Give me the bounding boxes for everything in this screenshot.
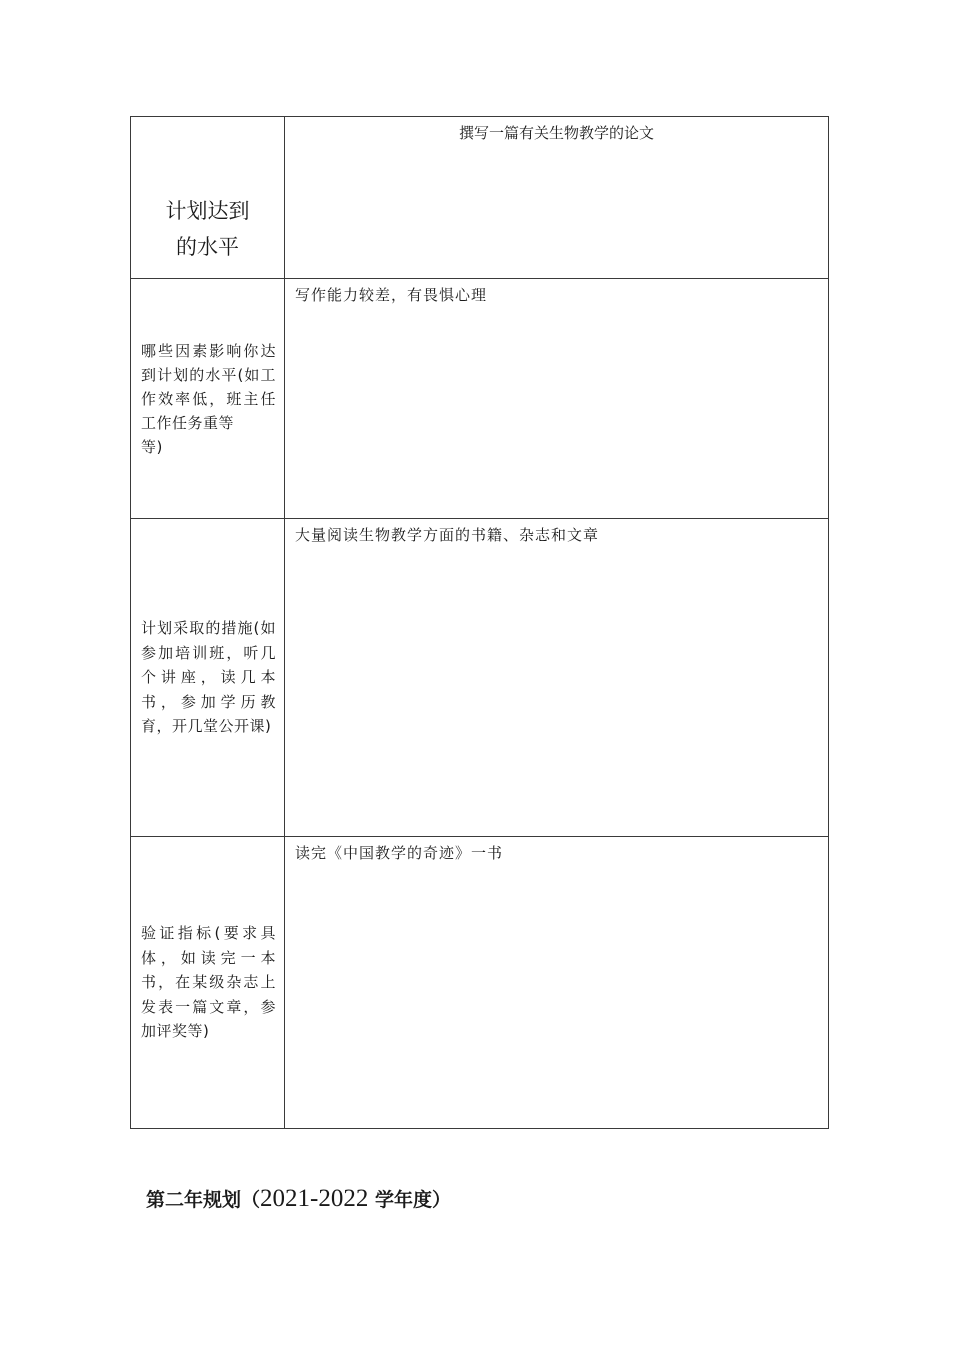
label-line-2: 的水平 <box>176 234 239 259</box>
table-row <box>131 117 829 279</box>
label-text: 计划采取的措施(如参加培训班，听几个讲座，读几本书，参加学历教育，开几堂公开课) <box>141 619 276 736</box>
section-heading-prefix: 第二年规划（ <box>146 1189 261 1211</box>
label-text: 哪些因素影响你达到计划的水平(如工作效率低，班主任工作任务重等 <box>141 341 276 432</box>
table-row <box>131 519 829 837</box>
row-content-target-level <box>285 117 829 279</box>
plan-table <box>130 116 829 1129</box>
row-content-verification <box>285 837 829 1129</box>
label-line-1: 计划达到 <box>165 198 250 223</box>
row-label-target-level <box>131 117 285 279</box>
section-heading-suffix: 学年度） <box>368 1189 451 1211</box>
section-heading-years: 2021-2022 <box>260 1185 369 1212</box>
row-content-influencing-factors <box>285 279 829 519</box>
row-label-influencing-factors <box>131 279 285 519</box>
section-heading <box>146 1183 451 1216</box>
content-text: 大量阅读生物教学方面的书籍、杂志和文章 <box>295 526 600 544</box>
row-label-verification <box>131 837 285 1129</box>
content-text: 写作能力较差，有畏惧心理 <box>295 286 488 304</box>
label-text: 验证指标(要求具体，如读完一本书，在某级杂志上发表一篇文章，参加评奖等) <box>141 924 276 1041</box>
table-row <box>131 279 829 519</box>
row-label-measures <box>131 519 285 837</box>
row-content-measures <box>285 519 829 837</box>
content-text: 撰写一篇有关生物教学的论文 <box>458 124 654 142</box>
label-text-tail: 等) <box>141 437 163 456</box>
content-text: 读完《中国教学的奇迹》一书 <box>295 844 504 862</box>
table-row <box>131 837 829 1129</box>
